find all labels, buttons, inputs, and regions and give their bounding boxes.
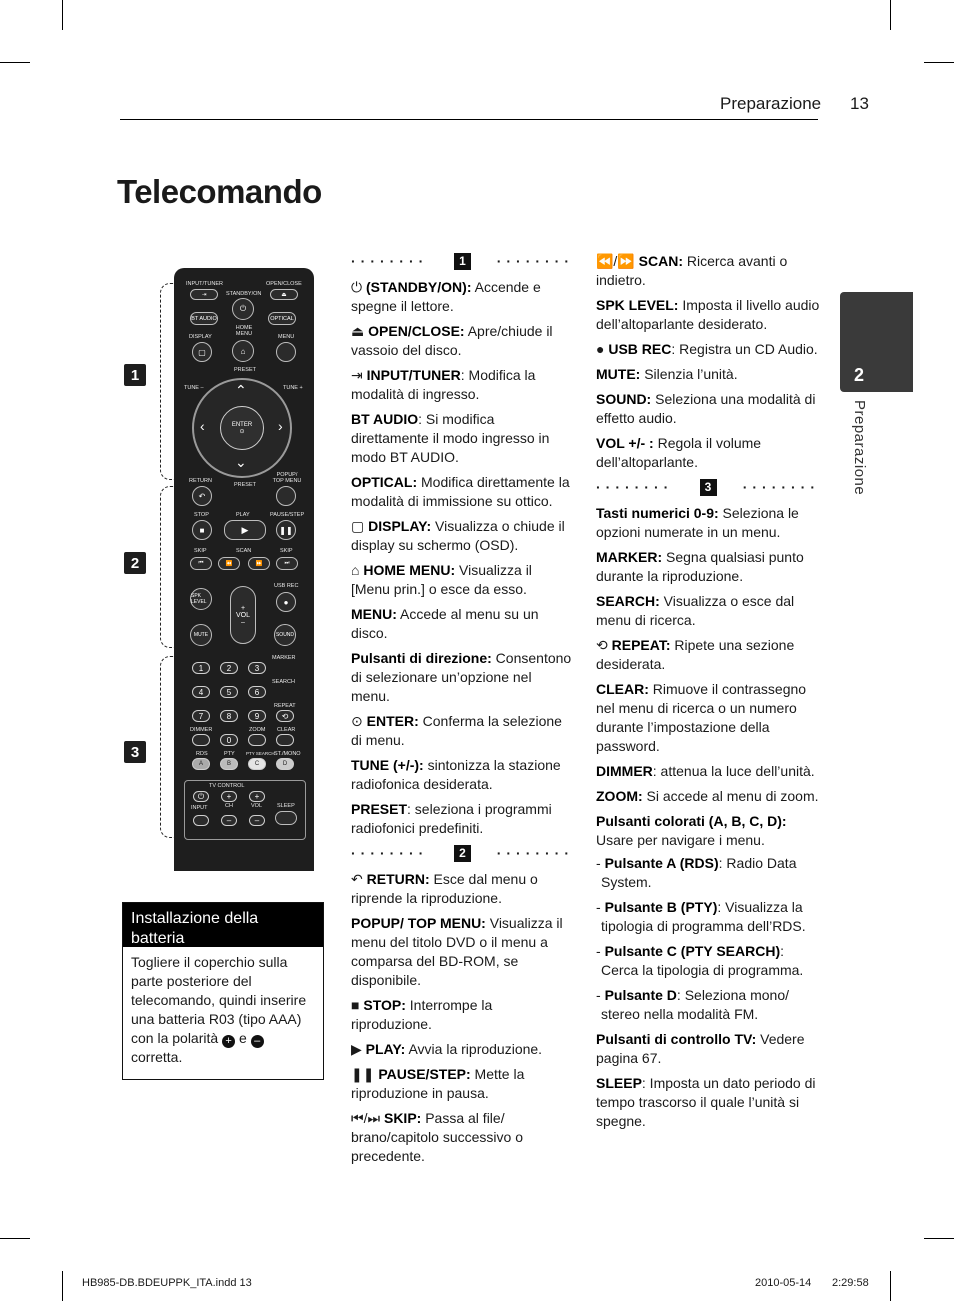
desc-stop: ■ STOP: Interrompe la riproduzione. <box>351 997 493 1032</box>
ch-label: CH <box>225 803 233 809</box>
play-icon: ▶ <box>351 1041 362 1057</box>
home-icon[interactable]: ⌂ <box>232 340 254 362</box>
scan-forward-icon[interactable]: ⏩ <box>248 557 270 570</box>
clear-label: CLEAR <box>277 727 296 733</box>
skip-next-label: SKIP <box>280 548 293 554</box>
bt-audio-button[interactable]: BT AUDIO <box>190 312 218 325</box>
skip-next-icon[interactable]: ⏭ <box>276 557 298 570</box>
battery-note <box>122 902 324 1080</box>
number-button-7[interactable]: 7 <box>192 710 210 722</box>
skip-prev-label: SKIP <box>194 548 207 554</box>
desc-tv-control: Pulsanti di controllo TV: Vedere pagina 67. <box>596 1031 805 1066</box>
record-icon: ● <box>596 341 605 357</box>
number-button-6[interactable]: 6 <box>248 686 266 698</box>
enter-icon: ⊙ <box>351 713 363 729</box>
header-section: Preparazione <box>720 94 822 113</box>
vol-plus-icon[interactable]: + <box>240 604 246 612</box>
vol-minus-icon[interactable]: – <box>241 618 245 626</box>
popup-button[interactable] <box>276 486 296 506</box>
battery-note-title: Installazione della batteria <box>123 903 323 947</box>
dimmer-button[interactable] <box>192 734 210 746</box>
tune-minus-label: TUNE – <box>184 385 204 391</box>
footer-date: 2010-05-14 <box>755 1277 812 1289</box>
desc-spk-level: SPK LEVEL: Imposta il livello audio dell’altoparlante desiderato. <box>596 297 820 332</box>
power-icon[interactable]: ⏻ <box>232 298 254 320</box>
ch-minus-icon[interactable]: – <box>221 815 237 826</box>
power-icon: ⏻ <box>351 279 363 295</box>
arrow-right-icon[interactable]: › <box>278 418 283 434</box>
enter-button[interactable] <box>220 406 264 450</box>
column-1 <box>351 252 574 1172</box>
display-icon: ▢ <box>351 518 365 534</box>
input-label: INPUT <box>191 805 208 811</box>
battery-note-body <box>123 947 323 1073</box>
footer-time: 2:29:58 <box>832 1277 869 1289</box>
crop-mark <box>890 1271 891 1301</box>
volume-rocker[interactable] <box>230 586 256 644</box>
spk-level-button[interactable]: SPK LEVEL <box>190 588 212 610</box>
display-label: DISPLAY <box>189 334 212 340</box>
pty-search-label: PTY SEARCH <box>246 751 275 756</box>
number-button-3[interactable]: 3 <box>248 662 266 674</box>
search-label: SEARCH <box>272 679 295 685</box>
repeat-icon: ⟲ <box>596 637 608 653</box>
tv-control-panel <box>184 780 306 840</box>
desc-direction: Pulsanti di direzione: Consentono di selezionare un’opzione nel menu. <box>351 650 572 704</box>
number-button-5[interactable]: 5 <box>220 686 238 698</box>
crop-mark <box>0 62 30 63</box>
desc-vol: VOL +/- : Regola il volume dell’altoparlante. <box>596 435 762 470</box>
sleep-label: SLEEP <box>277 803 295 809</box>
page-title: Telecomando <box>117 173 322 210</box>
desc-button-c: - Pulsante C (PTY SEARCH): Cerca la tipologia di programma. <box>596 943 804 978</box>
number-button-1[interactable]: 1 <box>192 662 210 674</box>
scan-back-icon[interactable]: ⏪ <box>218 557 240 570</box>
repeat-icon[interactable]: ⟲ <box>276 710 294 722</box>
section-badge-2: 2 <box>124 552 146 574</box>
desc-menu: MENU: Accede al menu su un disco. <box>351 606 539 641</box>
mute-button[interactable]: MUTE <box>190 624 212 646</box>
desc-scan: ⏪/⏩ SCAN: Ricerca avanti o indietro. <box>596 253 788 288</box>
column-2 <box>596 252 820 1137</box>
desc-mute: MUTE: Silenzia l’unità. <box>596 366 738 382</box>
tune-plus-label: TUNE + <box>283 385 303 391</box>
optical-button[interactable]: OPTICAL <box>268 312 296 325</box>
desc-home-menu: ⌂ HOME MENU: Visualizza il [Menu prin.] o esce da esso. <box>351 562 532 597</box>
return-icon[interactable]: ↶ <box>192 486 212 506</box>
desc-display: ▢ DISPLAY: Visualizza o chiude il display su schermo (OSD). <box>351 518 565 553</box>
number-button-8[interactable]: 8 <box>220 710 238 722</box>
sound-button[interactable]: SOUND <box>274 624 296 646</box>
home-menu-label: HOME MENU <box>235 325 253 337</box>
number-button-4[interactable]: 4 <box>192 686 210 698</box>
battery-text: Togliere il coperchio sulla parte posteriore del telecomando, quindi inserire una batteria R03 (tipo AAA) con la polarità <box>131 954 307 1046</box>
desc-usb-rec: ● USB REC: Registra un CD Audio. <box>596 341 818 357</box>
direction-pad[interactable] <box>192 378 292 478</box>
color-button-b[interactable]: B <box>220 758 238 770</box>
section-number-1: 1 <box>454 253 471 270</box>
desc-button-d: - Pulsante D: Seleziona mono/ stereo nella modalità FM. <box>596 987 789 1022</box>
tv-control-label: TV CONTROL <box>209 783 245 789</box>
section-number-2: 2 <box>454 845 471 862</box>
return-icon: ↶ <box>351 871 363 887</box>
tv-power-icon[interactable]: ⏻ <box>193 791 209 802</box>
menu-label: MENU <box>278 334 295 340</box>
skip-prev-icon[interactable]: ⏮ <box>190 557 212 570</box>
desc-clear: CLEAR: Rimuove il contrassegno nel menu di ricerca o un numero durante l’impostazione della password. <box>596 681 807 754</box>
standby-label: STANDBY/ON <box>226 291 262 297</box>
rds-label: RDS <box>196 751 208 757</box>
section-badge-3: 3 <box>124 741 146 763</box>
remote-control <box>174 268 314 871</box>
section-bracket-3 <box>160 656 175 838</box>
section-separator-3: ········ 3 ········ <box>596 478 820 495</box>
skip-icon: ⏮/⏭ <box>351 1110 381 1126</box>
stop-icon[interactable]: ■ <box>192 520 212 540</box>
color-button-a[interactable]: A <box>192 758 210 770</box>
stop-label: STOP <box>194 512 209 518</box>
input-icon: ⇥ <box>351 367 363 383</box>
crop-mark <box>62 1271 63 1301</box>
pause-label: PAUSE/STEP <box>270 512 305 518</box>
pause-icon: ❚❚ <box>351 1066 375 1082</box>
marker-label: MARKER <box>272 655 296 661</box>
repeat-label: REPEAT <box>274 703 296 709</box>
pause-icon[interactable]: ❚❚ <box>276 520 296 540</box>
st-mono-label: ST./MONO <box>274 751 301 757</box>
page-number: 13 <box>850 94 869 113</box>
desc-sound: SOUND: Seleziona una modalità di effetto audio. <box>596 391 816 426</box>
footer-file: HB985-DB.BDEUPPK_ITA.indd 13 <box>82 1277 252 1289</box>
color-button-d[interactable]: D <box>276 758 294 770</box>
input-tuner-button[interactable]: ⇥ <box>190 289 218 300</box>
desc-standby: ⏻ (STANDBY/ON): Accende e spegne il lettore. <box>351 279 541 314</box>
preset-up-label: PRESET <box>234 367 257 373</box>
desc-dimmer: DIMMER: attenua la luce dell’unità. <box>596 763 815 779</box>
battery-text-end: corretta. <box>131 1049 183 1065</box>
number-button-2[interactable]: 2 <box>220 662 238 674</box>
enter-label: ENTER <box>231 421 253 428</box>
desc-bt-audio: BT AUDIO: Si modifica direttamente il modo ingresso in modo BT AUDIO. <box>351 411 550 465</box>
chapter-number: 2 <box>854 365 865 385</box>
zoom-label: ZOOM <box>249 727 266 733</box>
section-separator-2: ········ 2 ········ <box>351 844 574 861</box>
play-icon[interactable]: ▶ <box>224 520 266 540</box>
record-icon[interactable]: ● <box>276 592 296 612</box>
stop-icon: ■ <box>351 997 360 1013</box>
arrow-up-icon[interactable]: ⌃ <box>235 382 247 398</box>
open-close-label: OPEN/CLOSE <box>266 281 302 287</box>
section-bracket-1 <box>160 283 175 480</box>
desc-popup: POPUP/ TOP MENU: Visualizza il menu del titolo DVD o il menu a comparsa del BD-ROM, se disponibile. <box>351 915 563 988</box>
desc-pause: ❚❚ PAUSE/STEP: Mette la riproduzione in pausa. <box>351 1066 525 1101</box>
clear-button[interactable] <box>276 734 294 746</box>
vol-tv-plus-icon[interactable]: + <box>249 791 265 802</box>
desc-optical: OPTICAL: Modifica direttamente la modalità di immissione su ottico. <box>351 474 570 509</box>
play-label: PLAY <box>236 512 250 518</box>
section-bracket-2 <box>160 486 175 648</box>
tv-input-button[interactable] <box>193 815 209 826</box>
section-separator-1: ········ 1 ········ <box>351 252 574 269</box>
crop-mark <box>924 1238 954 1239</box>
vol-label: VOL <box>235 611 250 619</box>
sleep-button[interactable] <box>275 811 297 825</box>
crop-mark <box>890 0 891 30</box>
tv-vol-label: VOL <box>251 803 263 809</box>
desc-search: SEARCH: Visualizza o esce dal menu di ricerca. <box>596 593 795 628</box>
popup-label: POPUP/ TOP MENU <box>272 472 302 484</box>
input-tuner-label: INPUT/TUNER <box>186 281 223 287</box>
desc-input-tuner: ⇥ INPUT/TUNER: Modifica la modalità di ingresso. <box>351 367 536 402</box>
arrow-down-icon[interactable]: ⌄ <box>235 454 247 470</box>
desc-repeat: ⟲ REPEAT: Ripete una sezione desiderata. <box>596 637 795 672</box>
desc-button-b: - Pulsante B (PTY): Visualizza la tipologia di programma dell’RDS. <box>596 899 806 934</box>
crop-mark <box>924 62 954 63</box>
desc-enter: ⊙ ENTER: Conferma la selezione di menu. <box>351 713 562 748</box>
enter-dot-icon: ⊙ <box>239 428 245 435</box>
scan-label: SCAN <box>236 548 252 554</box>
menu-button[interactable] <box>276 342 296 362</box>
header-rule <box>120 119 818 120</box>
eject-icon: ⏏ <box>351 323 365 339</box>
desc-zoom: ZOOM: Si accede al menu di zoom. <box>596 788 819 804</box>
ch-plus-icon[interactable]: + <box>221 791 237 802</box>
desc-play: ▶ PLAY: Avvia la riproduzione. <box>351 1041 543 1057</box>
number-button-0[interactable]: 0 <box>220 734 238 746</box>
number-button-9[interactable]: 9 <box>248 710 266 722</box>
desc-return: ↶ RETURN: Esce dal menu o riprende la riproduzione. <box>351 871 538 906</box>
vol-tv-minus-icon[interactable]: – <box>249 815 265 826</box>
crop-mark <box>0 1238 30 1239</box>
and-text: e <box>238 1030 247 1046</box>
desc-numbers: Tasti numerici 0-9: Seleziona le opzioni numerate in un menu. <box>596 505 799 540</box>
section-number-3: 3 <box>700 479 717 496</box>
desc-open-close: ⏏ OPEN/CLOSE: Apre/chiude il vassoio del disco. <box>351 323 553 358</box>
eject-icon[interactable]: ⏏ <box>270 289 298 300</box>
chapter-label: Preparazione <box>851 400 868 496</box>
scan-icon: ⏪/⏩ <box>596 253 635 269</box>
return-label: RETURN <box>189 478 212 484</box>
desc-preset: PRESET: seleziona i programmi radiofonici predefiniti. <box>351 801 552 836</box>
desc-tune: TUNE (+/-): sintonizza la stazione radiofonica desiderata. <box>351 757 561 792</box>
dimmer-label: DIMMER <box>190 727 213 733</box>
preset-down-label: PRESET <box>234 482 257 488</box>
desc-skip: ⏮/⏭ SKIP: Passa al file/ brano/capitolo successivo o precedente. <box>351 1110 523 1164</box>
chapter-tab <box>840 292 913 392</box>
desc-sleep: SLEEP: Imposta un dato periodo di tempo trascorso il quale l’unità si spegne. <box>596 1075 816 1129</box>
arrow-left-icon[interactable]: ‹ <box>200 418 205 434</box>
pty-label: PTY <box>224 751 235 757</box>
color-button-c[interactable]: C <box>248 758 266 770</box>
home-icon: ⌂ <box>351 562 360 578</box>
desc-colors: Pulsanti colorati (A, B, C, D): Usare per navigare i menu. <box>596 813 787 848</box>
minus-icon: – <box>251 1035 264 1048</box>
desc-button-a: - Pulsante A (RDS): Radio Data System. <box>596 855 797 890</box>
display-button[interactable]: ▢ <box>192 342 212 362</box>
usb-rec-label: USB REC <box>274 583 299 589</box>
zoom-button[interactable] <box>248 734 266 746</box>
plus-icon: + <box>222 1035 235 1048</box>
desc-marker: MARKER: Segna qualsiasi punto durante la riproduzione. <box>596 549 804 584</box>
crop-mark <box>62 0 63 30</box>
section-badge-1: 1 <box>124 364 146 386</box>
